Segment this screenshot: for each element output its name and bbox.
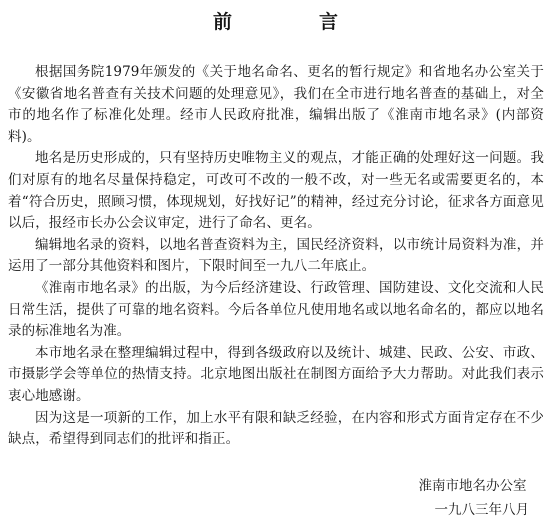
paragraph-4: 《淮南市地名录》的出版，为今后经济建设、行政管理、国防建设、文化交流和人民日常生活，提供了可靠的地名资料。今后各单位凡使用地名或以地名命名的，都应以地名录的标准地名为准。 (8, 279, 544, 340)
paragraph-5: 本市地名录在整理编辑过程中，得到各级政府以及统计、城建、民政、公安、市政、市摄影学会等单位的热情支持。北京地图出版社在制图方面给予大力帮助。对此我们表示衷心地感谢。 (8, 344, 544, 404)
paragraph-1: 根据国务院1979年颁发的《关于地名命名、更名的暂行规定》和省地名办公室关于《安徽省地名普查有关技术问题的处理意见》，我们在全市进行地名普查的基础上，对全市的地名作了标准化处理。经市人民政府批准，编辑出版了《淮南市地名录》(内部资料)。 (8, 64, 544, 145)
signature-organization: 淮南市地名办公室 (418, 478, 527, 494)
signature-date: 一九八三年八月 (434, 502, 529, 518)
preface-body (8, 62, 544, 451)
page-title: 前 言 (212, 11, 372, 33)
paragraph-3: 编辑地名录的资料，以地名普查资料为主，国民经济资料，以市统计局资料为准，并运用了一部分其他资料和图片，下限时间至一九八二年底止。 (8, 236, 544, 275)
signature-block (419, 474, 530, 522)
paragraph-6: 因为这是一项新的工作，加上水平有限和缺乏经验，在内容和形式方面肯定存在不少缺点，希望得到同志们的批评和指正。 (8, 409, 544, 448)
paragraph-2: 地名是历史形成的，只有坚持历史唯物主义的观点，才能正确的处理好这一问题。我们对原有的地名尽量保持稳定，可改可不改的一般不改，对一些无名或需要更名的，本着“符合历史，照顾习惯，体现规划，好找好记”的精神，经过充分讨论，征求各方面意见以后，报经市长办公会议审定，进行了命名、更名。 (8, 150, 544, 232)
